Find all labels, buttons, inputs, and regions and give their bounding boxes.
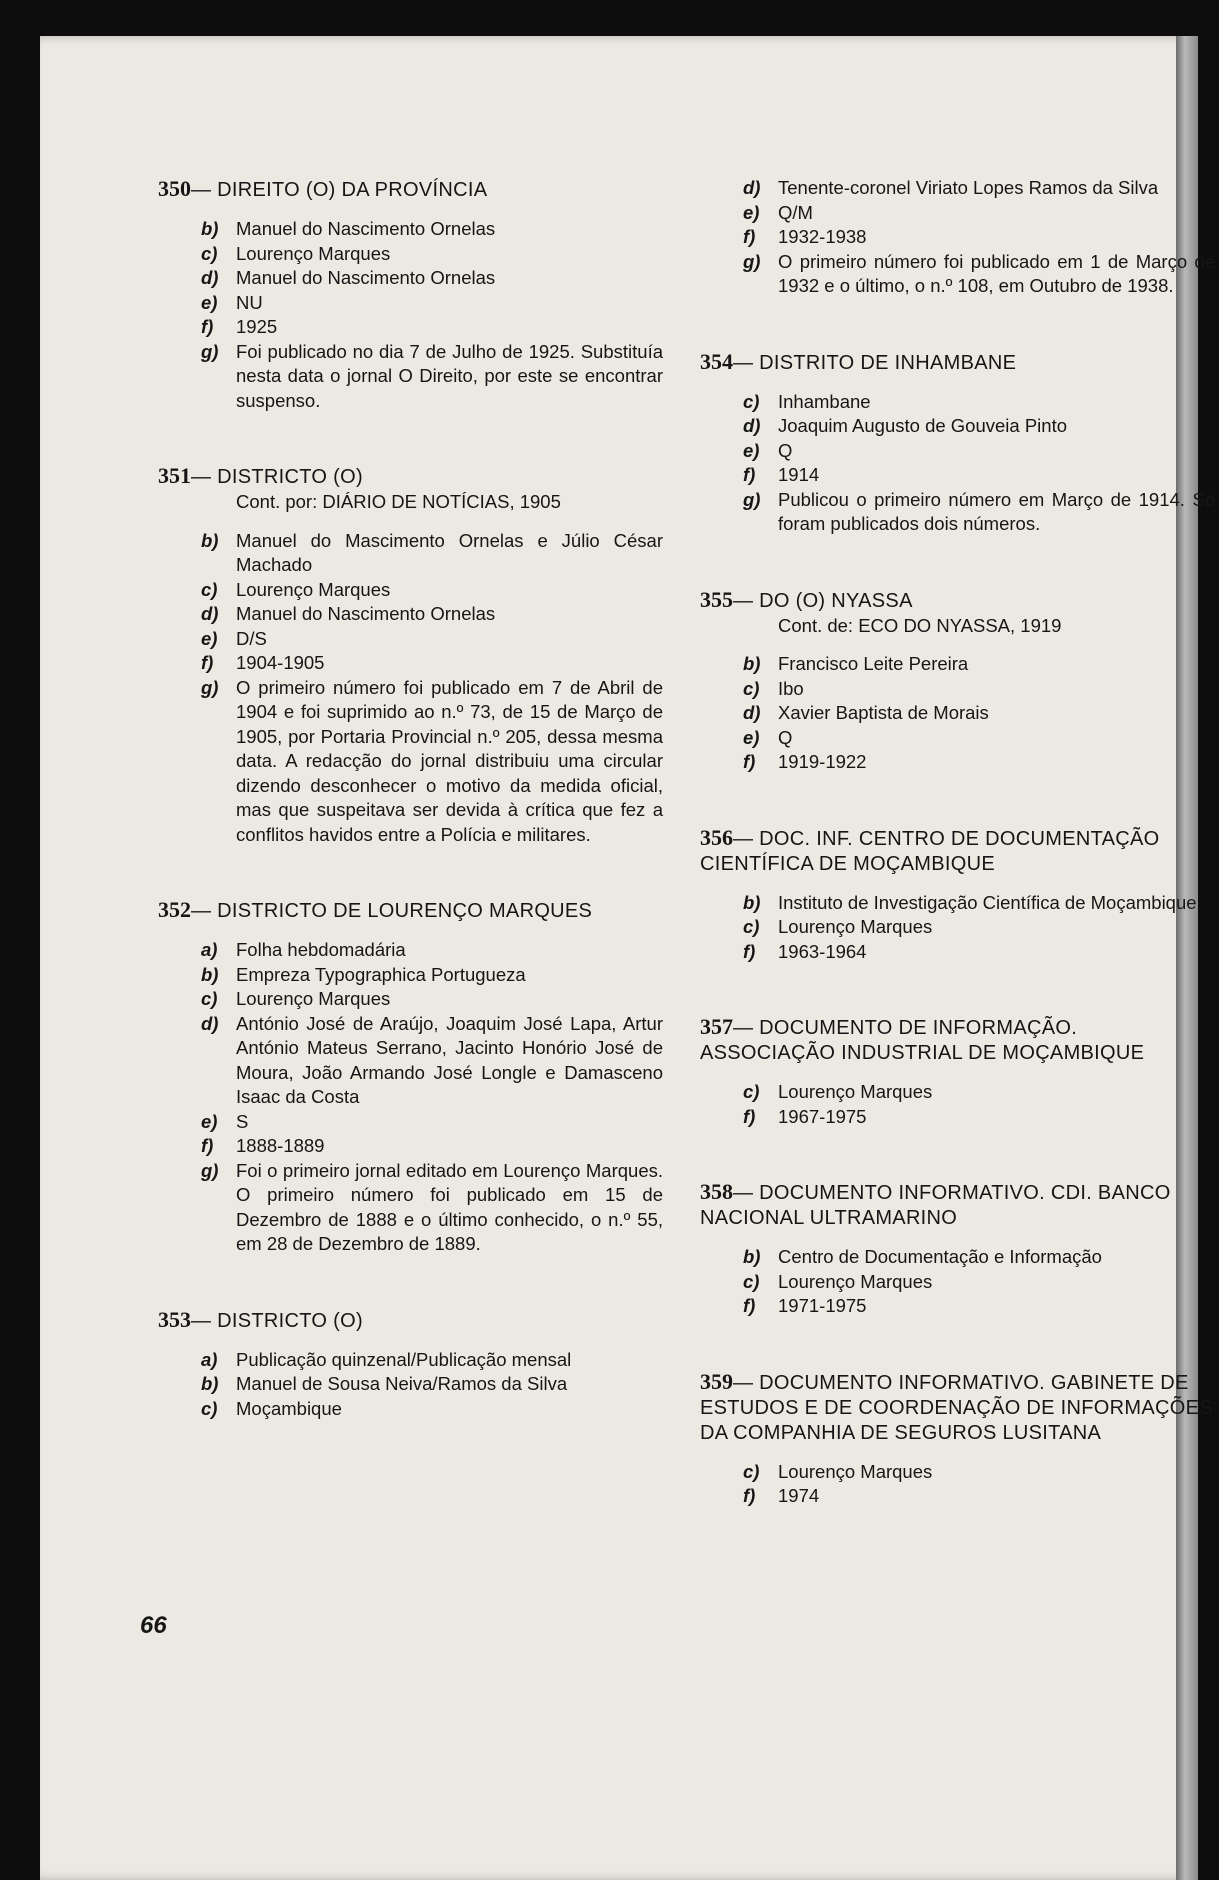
field-value: Publicação quinzenal/Publicação mensal bbox=[236, 1348, 572, 1370]
field-letter: b) bbox=[743, 653, 761, 674]
entry-heading bbox=[158, 897, 663, 924]
field-value: Foi o primeiro jornal editado em Lourenço Marques. O primeiro número foi publicado em 15 de Dezembro de 1888 e o último conhecido, o n.º 55, em 28 de Dezembro de 1889. bbox=[236, 1159, 663, 1254]
entry-title: — DISTRICTO (O) bbox=[191, 466, 363, 488]
field-value: António José de Araújo, Joaquim José Lapa, Artur António Mateus Serrano, Jacinto Honório José de Moura, João Armando José Longle e Damasceno Isaac da Costa bbox=[236, 1012, 663, 1107]
field-list bbox=[700, 891, 1215, 965]
field-row bbox=[158, 1012, 663, 1110]
field-letter: a) bbox=[201, 1348, 218, 1370]
field-row bbox=[700, 414, 1215, 439]
field-value: Manuel do Mascimento Ornelas e Júlio César Machado bbox=[236, 529, 663, 575]
catalog-entry bbox=[158, 176, 663, 413]
field-letter: c) bbox=[743, 916, 760, 937]
entry-number: 357 bbox=[700, 1014, 733, 1039]
entry-number: 356 bbox=[700, 824, 733, 850]
field-letter: e) bbox=[743, 201, 760, 223]
field-row bbox=[700, 1080, 1215, 1105]
field-row bbox=[158, 242, 663, 267]
entry-heading bbox=[700, 1179, 1215, 1231]
entry-heading bbox=[700, 349, 1215, 376]
field-letter: e) bbox=[201, 1110, 218, 1132]
field-list bbox=[158, 529, 663, 848]
field-row bbox=[700, 915, 1215, 940]
field-row bbox=[700, 1245, 1215, 1270]
entry-heading bbox=[158, 176, 663, 203]
field-letter: c) bbox=[201, 1397, 218, 1419]
catalog-entry bbox=[158, 1307, 663, 1422]
field-list bbox=[700, 176, 1215, 299]
field-letter: c) bbox=[743, 1460, 760, 1482]
field-value: Lourenço Marques bbox=[236, 988, 391, 1009]
field-value: Empreza Typographica Portugueza bbox=[236, 963, 526, 985]
field-letter: f) bbox=[201, 652, 214, 673]
field-row bbox=[700, 250, 1215, 299]
field-value: O primeiro número foi publicado em 1 de Março de 1932 e o último, o n.º 108, em Outubro de 1938. bbox=[778, 250, 1215, 296]
field-row bbox=[158, 1134, 663, 1159]
field-letter: c) bbox=[743, 1270, 760, 1292]
field-value: 1971-1975 bbox=[778, 1295, 867, 1316]
field-list bbox=[700, 390, 1215, 537]
entry-number: 350 bbox=[158, 176, 191, 201]
page-number: 66 bbox=[140, 1612, 167, 1639]
field-row bbox=[700, 891, 1215, 916]
field-value: Xavier Baptista de Morais bbox=[778, 702, 989, 723]
entry-heading bbox=[700, 587, 1215, 614]
field-list bbox=[700, 1245, 1215, 1319]
field-value: 1888-1889 bbox=[236, 1135, 325, 1156]
field-row bbox=[700, 488, 1215, 537]
field-letter: g) bbox=[201, 340, 219, 362]
field-row bbox=[158, 266, 663, 291]
entry-number: 352 bbox=[158, 897, 191, 922]
field-letter: b) bbox=[201, 218, 219, 239]
field-letter: f) bbox=[743, 751, 756, 772]
field-value: 1967-1975 bbox=[778, 1105, 867, 1127]
entry-number: 353 bbox=[158, 1306, 191, 1332]
entry-title: — DOCUMENTO INFORMATIVO. CDI. BANCO NACIONAL ULTRAMARINO bbox=[700, 1182, 1171, 1229]
field-letter: f) bbox=[743, 940, 756, 962]
field-row bbox=[700, 652, 1215, 677]
field-letter: c) bbox=[201, 578, 218, 600]
field-value: NU bbox=[236, 291, 263, 313]
field-value: Folha hebdomadária bbox=[236, 939, 406, 960]
field-row bbox=[700, 390, 1215, 415]
field-value: 1932-1938 bbox=[778, 226, 867, 247]
field-value: Q bbox=[778, 726, 793, 748]
field-row bbox=[700, 750, 1215, 775]
field-value: Ibo bbox=[778, 677, 804, 699]
field-letter: f) bbox=[743, 464, 756, 485]
entry-number: 359 bbox=[700, 1368, 733, 1394]
field-row bbox=[158, 651, 663, 676]
field-letter: f) bbox=[743, 1485, 756, 1506]
field-row bbox=[158, 291, 663, 316]
field-letter: b) bbox=[201, 1373, 219, 1394]
field-value: Centro de Documentação e Informação bbox=[778, 1246, 1102, 1267]
field-letter: d) bbox=[201, 603, 219, 624]
field-letter: f) bbox=[201, 1135, 214, 1156]
field-letter: a) bbox=[201, 939, 218, 960]
field-letter: c) bbox=[743, 390, 760, 412]
field-row bbox=[700, 176, 1215, 201]
field-letter: g) bbox=[743, 250, 761, 272]
entry-number: 354 bbox=[700, 348, 733, 374]
field-letter: g) bbox=[201, 1159, 219, 1181]
entry-heading bbox=[700, 825, 1215, 877]
field-letter: c) bbox=[201, 988, 218, 1009]
field-letter: f) bbox=[201, 316, 214, 337]
field-value: Francisco Leite Pereira bbox=[778, 653, 969, 674]
field-value: Moçambique bbox=[236, 1397, 342, 1419]
field-value: O primeiro número foi publicado em 7 de Abril de 1904 e foi suprimido ao n.º 73, de 15 de Março de 1905, por Portaria Provincial n.º 205, dessa mesma data. A redacção do jornal distribuiu uma circular dizendo desconhecer o motivo da medida oficial, mas que suspeitava ser devida à crítica que fez a conflitos havidos entre a Polícia e militares. bbox=[236, 676, 663, 845]
field-row bbox=[700, 940, 1215, 965]
entry-heading bbox=[700, 1014, 1215, 1066]
field-value: Lourenço Marques bbox=[778, 1460, 933, 1482]
field-letter: g) bbox=[743, 488, 761, 510]
field-value: Q/M bbox=[778, 201, 813, 223]
field-row bbox=[158, 1159, 663, 1257]
entry-number: 355 bbox=[700, 586, 733, 612]
field-value: 1963-1964 bbox=[778, 940, 867, 962]
field-row bbox=[700, 1270, 1215, 1295]
continuation-note: Cont. por: DIÁRIO DE NOTÍCIAS, 1905 bbox=[236, 491, 561, 512]
field-letter: e) bbox=[201, 627, 218, 649]
field-value: Lourenço Marques bbox=[236, 242, 391, 264]
field-list bbox=[700, 1080, 1215, 1129]
entry-title: — DOCUMENTO DE INFORMAÇÃO. ASSOCIAÇÃO INDUSTRIAL DE MOÇAMBIQUE bbox=[700, 1017, 1145, 1064]
catalog-entry bbox=[700, 176, 1215, 299]
field-letter: c) bbox=[743, 1081, 760, 1102]
field-value: Manuel do Nascimento Ornelas bbox=[236, 218, 496, 239]
field-row bbox=[158, 1372, 663, 1397]
right-column bbox=[700, 176, 1215, 1559]
entry-title: — DO (O) NYASSA bbox=[733, 589, 913, 612]
field-value: 1974 bbox=[778, 1485, 820, 1506]
continuation-note: Cont. de: ECO DO NYASSA, 1919 bbox=[778, 614, 1062, 636]
field-value: Manuel de Sousa Neiva/Ramos da Silva bbox=[236, 1373, 568, 1394]
field-letter: d) bbox=[743, 702, 761, 723]
field-row bbox=[700, 463, 1215, 488]
field-value: Q bbox=[778, 439, 793, 461]
catalog-entry bbox=[700, 1014, 1215, 1129]
catalog-entry bbox=[158, 463, 663, 847]
field-letter: e) bbox=[743, 439, 760, 461]
catalog-entry bbox=[700, 825, 1215, 965]
field-letter: e) bbox=[201, 291, 218, 313]
entry-heading bbox=[700, 1369, 1215, 1446]
field-letter: b) bbox=[201, 963, 219, 985]
field-letter: d) bbox=[743, 177, 761, 198]
field-row bbox=[158, 217, 663, 242]
field-row bbox=[700, 677, 1215, 702]
catalog-entry bbox=[700, 587, 1215, 775]
entry-title: — DIREITO (O) DA PROVÍNCIA bbox=[191, 179, 488, 201]
field-value: 1914 bbox=[778, 464, 820, 485]
entry-title: — DISTRICTO DE LOURENÇO MARQUES bbox=[191, 900, 593, 922]
entry-heading bbox=[158, 463, 663, 490]
field-value: 1904-1905 bbox=[236, 652, 325, 673]
field-value: Foi publicado no dia 7 de Julho de 1925. Substituía nesta data o jornal O Direito, por este se encontrar suspenso. bbox=[236, 340, 663, 411]
field-letter: e) bbox=[743, 726, 760, 748]
field-letter: c) bbox=[201, 242, 218, 264]
field-list bbox=[158, 938, 663, 1257]
field-list bbox=[700, 1460, 1215, 1509]
field-value: Manuel do Nascimento Ornelas bbox=[236, 603, 496, 624]
field-value: Inhambane bbox=[778, 390, 871, 412]
field-value: 1919-1922 bbox=[778, 751, 867, 772]
field-row bbox=[158, 315, 663, 340]
entry-title: — DOCUMENTO INFORMATIVO. GABINETE DE ESTUDOS E DE COORDENAÇÃO DE INFORMAÇÕES DA COMPANHIA DE SEGUROS LUSITANA bbox=[700, 1371, 1213, 1444]
entry-heading bbox=[158, 1307, 663, 1334]
field-value: S bbox=[236, 1110, 249, 1132]
field-letter: d) bbox=[743, 415, 761, 436]
field-row bbox=[158, 938, 663, 963]
field-row bbox=[700, 1460, 1215, 1485]
field-value: Instituto de Investigação Científica de Moçambique bbox=[778, 891, 1197, 913]
field-row bbox=[158, 602, 663, 627]
field-row bbox=[700, 439, 1215, 464]
field-row bbox=[158, 963, 663, 988]
field-row bbox=[700, 701, 1215, 726]
catalog-entry bbox=[158, 897, 663, 1257]
catalog-entry bbox=[700, 1179, 1215, 1319]
field-row bbox=[158, 676, 663, 848]
field-row bbox=[700, 225, 1215, 250]
field-value: Publicou o primeiro número em Março de 1914. Só foram publicados dois números. bbox=[778, 488, 1215, 534]
entry-number: 358 bbox=[700, 1179, 733, 1204]
field-value: Lourenço Marques bbox=[778, 1270, 933, 1292]
field-row bbox=[700, 201, 1215, 226]
field-letter: f) bbox=[743, 1105, 756, 1127]
field-row bbox=[158, 529, 663, 578]
field-letter: d) bbox=[201, 1012, 219, 1034]
field-value: Lourenço Marques bbox=[778, 1081, 933, 1102]
field-value: Lourenço Marques bbox=[236, 578, 391, 600]
field-row bbox=[158, 340, 663, 414]
field-list bbox=[158, 217, 663, 413]
field-value: Lourenço Marques bbox=[778, 916, 933, 937]
entry-title: — DISTRICTO (O) bbox=[191, 1309, 363, 1332]
book-page bbox=[40, 36, 1215, 1880]
field-letter: b) bbox=[743, 1246, 761, 1267]
field-value: 1925 bbox=[236, 316, 278, 337]
entry-number: 351 bbox=[158, 463, 191, 488]
field-row bbox=[158, 578, 663, 603]
field-letter: f) bbox=[743, 226, 756, 247]
field-list bbox=[158, 1348, 663, 1422]
field-row bbox=[158, 1348, 663, 1373]
field-letter: b) bbox=[201, 529, 219, 551]
field-row bbox=[158, 627, 663, 652]
field-value: Tenente-coronel Viriato Lopes Ramos da Silva bbox=[778, 177, 1159, 198]
field-value: Manuel do Nascimento Ornelas bbox=[236, 267, 496, 288]
field-row bbox=[158, 987, 663, 1012]
field-row bbox=[700, 1484, 1215, 1509]
entry-title: — DOC. INF. CENTRO DE DOCUMENTAÇÃO CIENTÍFICA DE MOÇAMBIQUE bbox=[700, 827, 1160, 875]
field-value: Joaquim Augusto de Gouveia Pinto bbox=[778, 415, 1067, 436]
field-list bbox=[700, 652, 1215, 775]
entry-title: — DISTRITO DE INHAMBANE bbox=[733, 351, 1017, 374]
field-row bbox=[158, 1397, 663, 1422]
field-row bbox=[158, 1110, 663, 1135]
field-letter: d) bbox=[201, 267, 219, 288]
field-row bbox=[700, 726, 1215, 751]
field-value: D/S bbox=[236, 627, 267, 649]
field-letter: f) bbox=[743, 1295, 756, 1316]
left-column bbox=[158, 176, 663, 1471]
field-row bbox=[700, 1294, 1215, 1319]
field-letter: c) bbox=[743, 677, 760, 699]
catalog-entry bbox=[700, 1369, 1215, 1509]
field-row bbox=[700, 1105, 1215, 1130]
catalog-entry bbox=[700, 349, 1215, 537]
field-letter: b) bbox=[743, 891, 761, 913]
field-letter: g) bbox=[201, 676, 219, 698]
